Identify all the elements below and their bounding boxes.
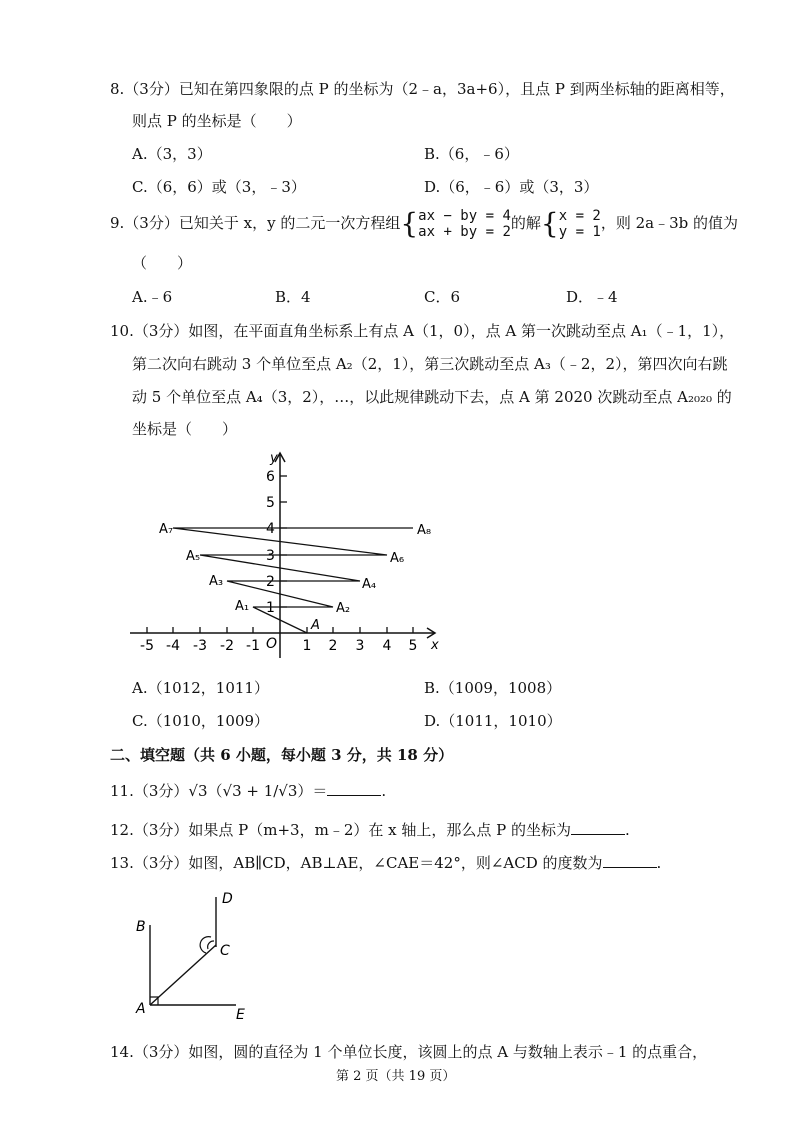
q8-option-d: D.（6，﹣6）或（3，3） — [424, 178, 599, 196]
y-axis-label: y — [270, 451, 278, 466]
x-tick-label: 1 — [302, 638, 312, 654]
x-tick-label: -5 — [140, 638, 154, 654]
point-label-a5: A₅ — [186, 549, 201, 564]
q10-line2: 第二次向右跳动 3 个单位至点 A₂（2，1），第三次跳动至点 A₃（﹣2，2），第四次向右跳 — [132, 355, 728, 373]
left-brace-icon: { — [400, 207, 419, 240]
q9-option-a: A.﹣6 — [132, 288, 173, 306]
q11-end: . — [381, 782, 387, 800]
q12-text: 12.（3分）如果点 P（m+3，m﹣2）在 x 轴上，那么点 P 的坐标为 — [110, 821, 571, 839]
point-label-a7: A₇ — [159, 522, 174, 537]
q8-option-b: B.（6，﹣6） — [424, 145, 519, 163]
q10-option-a: A.（1012，1011） — [132, 679, 269, 697]
q9-option-c: C．6 — [424, 288, 461, 306]
y-tick-label: 4 — [266, 521, 275, 537]
q10-line4: 坐标是（ ） — [132, 420, 238, 438]
left-brace-icon: { — [540, 207, 559, 240]
q9-line2: （ ） — [132, 254, 193, 272]
section-2-heading: 二、填空题（共 6 小题，每小题 3 分，共 18 分） — [110, 746, 454, 764]
point-label-a3: A₃ — [209, 574, 224, 589]
label-b: B — [136, 919, 146, 935]
q12-answer-blank — [571, 822, 625, 835]
q9-mid: 的解 — [510, 214, 541, 232]
q10-option-c: C.（1010，1009） — [132, 712, 270, 730]
q13-answer-blank — [603, 855, 657, 868]
q10-option-d: D.（1011，1010） — [424, 712, 562, 730]
q10-coordinate-graph — [120, 448, 450, 660]
q12-end: . — [625, 821, 630, 839]
q9-equation-system — [418, 208, 511, 240]
segment-ac — [150, 945, 216, 1005]
q11-prefix: 11.（3分） — [110, 782, 189, 800]
q13-text: 13.（3分）如图，AB∥CD，AB⊥AE，∠CAE＝42°，则∠ACD 的度数为 — [110, 854, 603, 872]
x-tick-label: -4 — [166, 638, 180, 654]
q13-line — [110, 852, 661, 873]
q14-line: 14.（3分）如图，圆的直径为 1 个单位长度，该圆上的点 A 与数轴上表示﹣1 的点重合， — [110, 1043, 708, 1061]
label-e: E — [236, 1007, 245, 1023]
x-tick-label: -3 — [193, 638, 207, 654]
point-label-a8: A₈ — [417, 523, 432, 538]
q8-line1: 8.（3分）已知在第四象限的点 P 的坐标为（2﹣a，3a+6），且点 P 到两坐标轴的距离相等， — [110, 80, 735, 98]
x-tick-label: -1 — [246, 638, 260, 654]
x-tick-label: 2 — [328, 638, 338, 654]
origin-label: O — [266, 636, 278, 652]
label-d: D — [222, 891, 233, 907]
point-label-a2: A₂ — [336, 601, 351, 616]
q8-option-c: C.（6，6）或（3，﹣3） — [132, 178, 306, 196]
q10-line1: 10.（3分）如图，在平面直角坐标系上有点 A（1，0），点 A 第一次跳动至点 A₁（﹣1，1）， — [110, 322, 735, 340]
page-footer: 第 2 页（共 19 页） — [336, 1069, 456, 1084]
q9-prefix: 9.（3分）已知关于 x，y 的二元一次方程组 — [110, 214, 401, 232]
y-tick-label: 1 — [266, 600, 275, 616]
q9-option-b: B．4 — [275, 288, 311, 306]
y-tick-label: 2 — [266, 574, 275, 590]
q13-end: . — [656, 854, 662, 872]
point-label-a: A — [311, 618, 320, 633]
y-tick-label: 6 — [266, 469, 275, 485]
q9-option-d: D．﹣4 — [566, 288, 618, 306]
q11-line — [110, 780, 386, 801]
point-label-a1: A₁ — [235, 599, 250, 614]
q11-expression: √3（√3 + 1/√3）＝ — [188, 782, 328, 800]
q12-line — [110, 819, 630, 840]
q9-suffix: ，则 2a﹣3b 的值为 — [600, 214, 739, 232]
x-tick-label: 4 — [382, 638, 392, 654]
q9-eq1: ax − by = 4 — [418, 208, 511, 224]
y-tick-label: 3 — [266, 548, 275, 564]
q13-geometry-figure — [128, 885, 263, 1025]
q10-option-b: B.（1009，1008） — [424, 679, 562, 697]
x-axis-label: x — [431, 638, 439, 653]
q10-line3: 动 5 个单位至点 A₄（3，2），…，以此规律跳动下去，点 A 第 2020 次跳动至点 A₂₀₂₀ 的 — [132, 388, 732, 406]
q11-answer-blank — [327, 783, 381, 796]
q9-solution — [559, 208, 601, 240]
point-label-a6: A₆ — [390, 551, 405, 566]
x-tick-label: -2 — [220, 638, 234, 654]
q9-sol1: x = 2 — [558, 208, 601, 224]
q9-sol2: y = 1 — [558, 224, 601, 240]
point-label-a4: A₄ — [362, 577, 377, 592]
q8-option-a: A.（3，3） — [132, 145, 212, 163]
q8-line2: 则点 P 的坐标是（ ） — [132, 112, 302, 130]
x-tick-label: 5 — [408, 638, 418, 654]
label-c: C — [220, 943, 230, 959]
label-a: A — [136, 1001, 146, 1017]
q9-eq2: ax + by = 2 — [418, 224, 511, 240]
x-tick-label: 3 — [355, 638, 365, 654]
q9-line1 — [110, 208, 738, 240]
y-tick-label: 5 — [266, 495, 275, 511]
